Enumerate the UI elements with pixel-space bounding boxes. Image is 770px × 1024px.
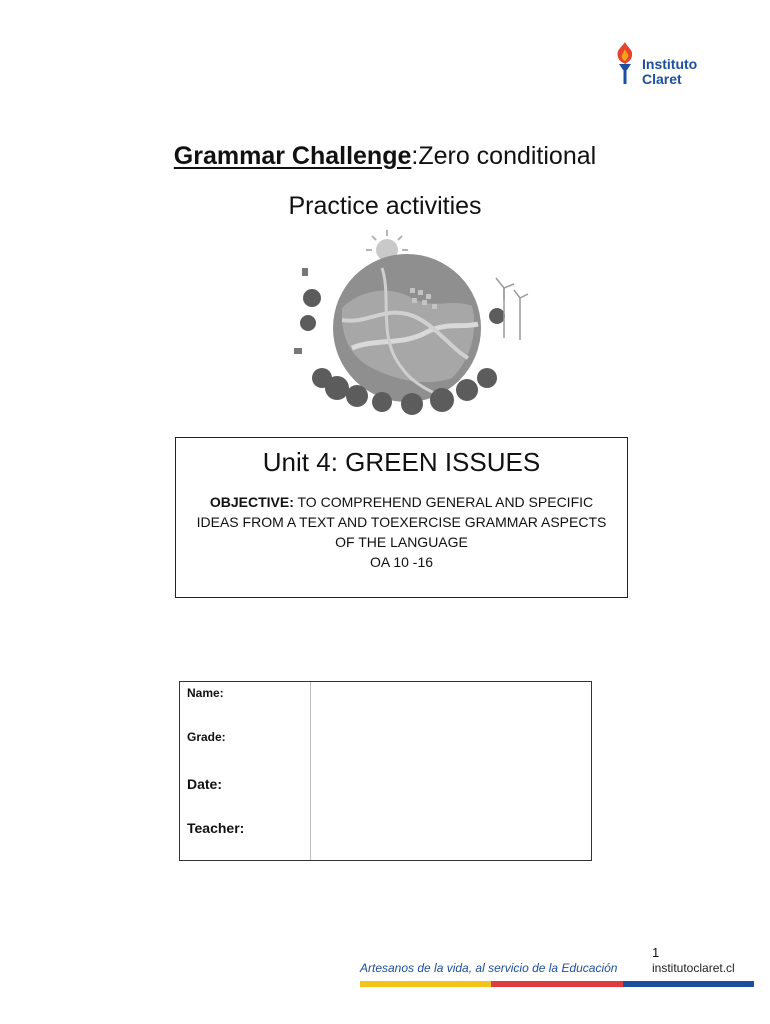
green-earth-illustration (282, 228, 534, 418)
footer-website: institutoclaret.cl (652, 961, 735, 975)
objective-code: OA 10 -16 (369, 554, 434, 570)
institute-logo (612, 40, 722, 90)
objective-line-1: TO COMPREHEND GENERAL AND SPECIFIC (293, 494, 594, 510)
grade-label: Grade: (187, 730, 226, 744)
footer-stripe-yellow (360, 981, 491, 987)
date-label: Date: (187, 776, 223, 792)
footer-stripe-red (491, 981, 623, 987)
student-info-box (179, 681, 592, 861)
title-strong: Grammar Challenge (173, 142, 412, 170)
page-number: 1 (652, 945, 660, 960)
unit-heading: Unit 4: GREEN ISSUES (262, 447, 541, 477)
flame-torch-icon (612, 40, 638, 86)
objective-label: OBJECTIVE: (209, 494, 294, 510)
logo-line-2: Claret (642, 71, 682, 87)
page-subtitle: Practice activities (288, 192, 482, 220)
objective-line-2: IDEAS FROM A TEXT AND TOEXERCISE GRAMMAR ASPECTS (196, 514, 607, 530)
footer-slogan: Artesanos de la vida, al servicio de la Educación (360, 961, 618, 975)
page-title (0, 142, 770, 171)
logo-line-1: Instituto (642, 56, 698, 72)
objective-line-3: OF THE LANGUAGE (335, 534, 468, 550)
teacher-label: Teacher: (187, 820, 245, 836)
unit-objective-box (175, 437, 628, 598)
objective-text (176, 492, 627, 572)
name-label: Name: (187, 686, 224, 700)
title-rest: :Zero conditional (411, 142, 597, 170)
footer-stripe-blue (623, 981, 754, 987)
column-divider (310, 682, 311, 860)
